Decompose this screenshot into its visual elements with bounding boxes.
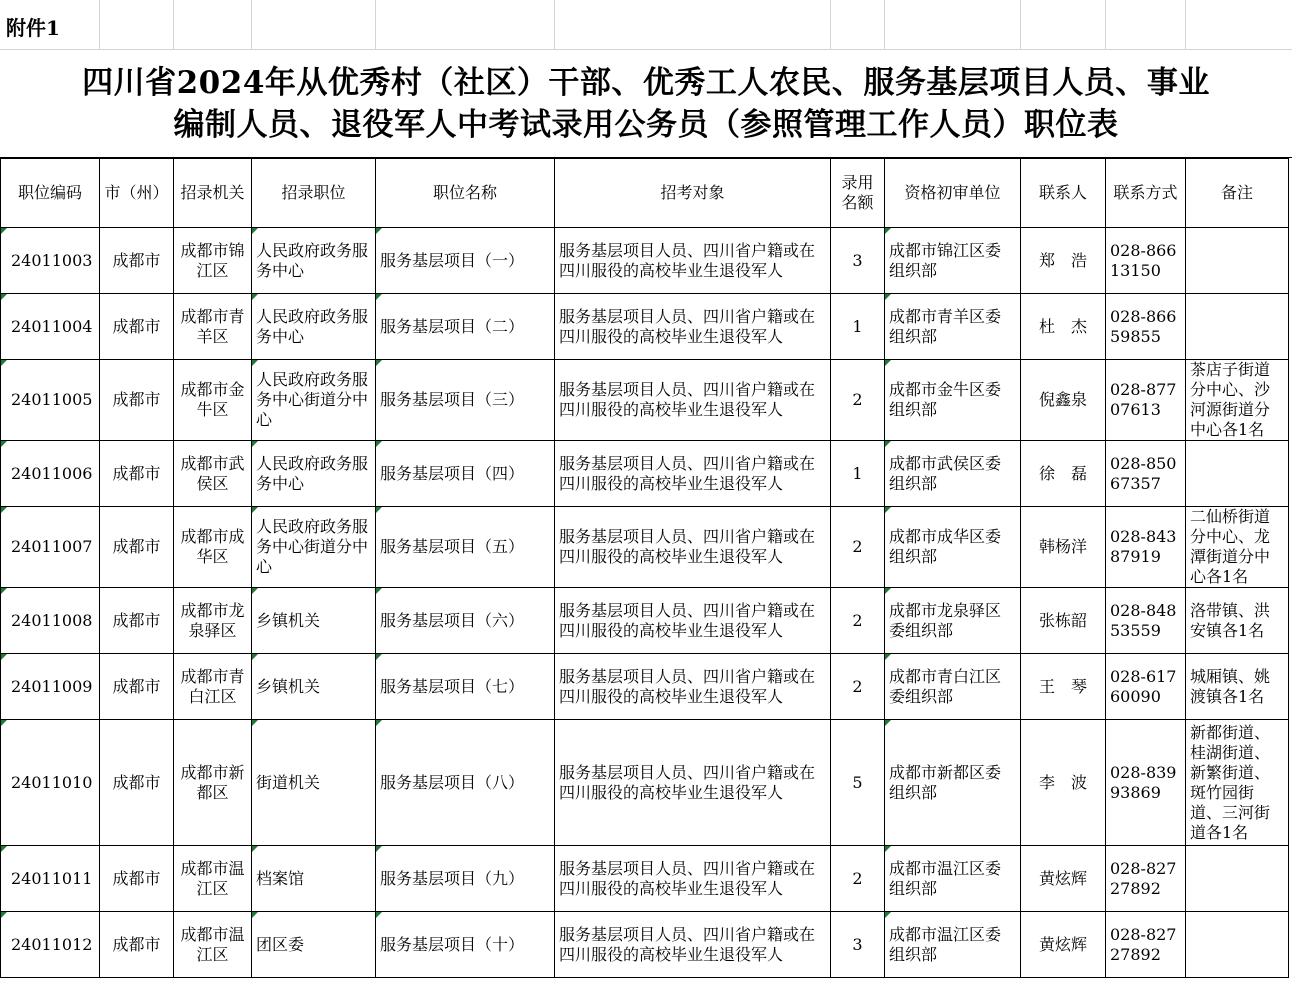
cell-note-text: 茶店子街道分中心、沙河源街道分中心各1名 — [1190, 360, 1271, 439]
cell-phone[interactable] — [1106, 720, 1186, 846]
cell-city[interactable] — [100, 654, 174, 720]
cell-contact-text: 张栋韶 — [1038, 610, 1087, 630]
header-row — [1, 159, 1289, 228]
cell-position-name[interactable] — [376, 720, 555, 846]
cell-target-text: 服务基层项目人员、四川省户籍或在四川服役的高校毕业生退役军人 — [559, 240, 816, 280]
cell-city-text: 成都市 — [112, 390, 161, 409]
cell-quota-text: 1 — [852, 463, 863, 483]
cell-contact[interactable] — [1021, 228, 1106, 294]
cell-position-text: 人民政府政务服务中心街道分中心 — [256, 517, 369, 576]
cell-contact[interactable] — [1021, 507, 1106, 588]
cell-city-text: 成都市 — [112, 537, 161, 556]
cell-phone[interactable] — [1106, 441, 1186, 507]
cell-position[interactable] — [252, 507, 376, 588]
cell-target[interactable] — [555, 228, 831, 294]
header-cell: 招录机关 — [174, 159, 252, 228]
cell-city-text: 成都市 — [112, 610, 161, 630]
cell-position-name-text: 服务基层项目（四） — [380, 463, 525, 483]
cell-position-text: 团区委 — [256, 934, 305, 954]
cell-target[interactable] — [555, 846, 831, 912]
cell-agency[interactable] — [174, 360, 252, 441]
cell-code-text: 24011003 — [11, 250, 93, 270]
cell-phone-text: 028-85067357 — [1110, 453, 1177, 493]
cell-phone-text: 028-61760090 — [1110, 666, 1177, 706]
cell-position-text: 人民政府政务服务中心 — [256, 453, 369, 493]
cell-review-unit-text: 成都市锦江区委组织部 — [889, 240, 1002, 280]
cell-marker-icon — [885, 846, 891, 852]
cell-review-unit[interactable] — [885, 441, 1021, 507]
cell-target-text: 服务基层项目人员、四川省户籍或在四川服役的高校毕业生退役军人 — [559, 600, 816, 640]
cell-quota[interactable] — [831, 720, 885, 846]
cell-marker-icon — [376, 294, 382, 300]
cell-city-text: 成都市 — [112, 772, 161, 792]
cell-note[interactable] — [1186, 441, 1289, 507]
cell-agency[interactable] — [174, 654, 252, 720]
cell-phone-text: 028-86613150 — [1110, 240, 1177, 280]
cell-quota-text: 2 — [852, 537, 863, 556]
cell-contact-text: 倪鑫泉 — [1038, 390, 1087, 409]
cell-city-text: 成都市 — [112, 250, 161, 270]
cell-phone-text: 028-84387919 — [1110, 527, 1177, 566]
cell-marker-icon — [885, 912, 891, 918]
cell-city[interactable] — [100, 441, 174, 507]
cell-target-text: 服务基层项目人员、四川省户籍或在四川服役的高校毕业生退役军人 — [559, 924, 816, 964]
cell-contact[interactable] — [1021, 912, 1106, 978]
cell-review-unit[interactable] — [885, 228, 1021, 294]
cell-position-name[interactable] — [376, 228, 555, 294]
header-cell: 联系方式 — [1106, 159, 1186, 228]
cell-position-name[interactable] — [376, 294, 555, 360]
cell-marker-icon — [885, 588, 891, 594]
cell-quota[interactable] — [831, 228, 885, 294]
cell-position-name[interactable] — [376, 912, 555, 978]
cell-position-name-text: 服务基层项目（二） — [380, 316, 525, 336]
cell-contact-text: 黄炫辉 — [1038, 868, 1087, 888]
cell-target[interactable] — [555, 507, 831, 588]
cell-target-text: 服务基层项目人员、四川省户籍或在四川服役的高校毕业生退役军人 — [559, 380, 816, 419]
header-cell: 录用名额 — [831, 159, 885, 228]
cell-marker-icon — [376, 441, 382, 447]
cell-marker-icon — [1, 588, 7, 594]
cell-position-text: 人民政府政务服务中心 — [256, 240, 369, 280]
cell-code-text: 24011007 — [11, 537, 93, 556]
cell-code-text: 24011006 — [11, 463, 93, 483]
header-cell: 职位名称 — [376, 159, 555, 228]
cell-code-text: 24011005 — [11, 390, 93, 409]
cell-note-text: 洛带镇、洪安镇各1名 — [1190, 600, 1271, 640]
cell-marker-icon — [885, 654, 891, 660]
cell-contact[interactable] — [1021, 588, 1106, 654]
cell-quota[interactable] — [831, 360, 885, 441]
header-cell: 职位编码 — [1, 159, 100, 228]
cell-quota[interactable] — [831, 507, 885, 588]
cell-note[interactable] — [1186, 654, 1289, 720]
cell-city[interactable] — [100, 228, 174, 294]
cell-position[interactable] — [252, 360, 376, 441]
cell-position-name-text: 服务基层项目（三） — [380, 390, 525, 409]
cell-quota-text: 3 — [852, 934, 863, 954]
cell-marker-icon — [885, 441, 891, 447]
cell-target-text: 服务基层项目人员、四川省户籍或在四川服役的高校毕业生退役军人 — [559, 527, 816, 566]
cell-quota-text: 2 — [852, 390, 863, 409]
cell-marker-icon — [376, 912, 382, 918]
cell-code[interactable] — [1, 720, 100, 846]
cell-contact-text: 郑 浩 — [1038, 250, 1087, 270]
cell-marker-icon — [376, 360, 382, 366]
sheet-gridlines — [0, 0, 1292, 50]
cell-phone[interactable] — [1106, 588, 1186, 654]
cell-agency[interactable] — [174, 912, 252, 978]
cell-marker-icon — [252, 228, 258, 234]
cell-quota-text: 5 — [852, 772, 863, 792]
cell-position[interactable] — [252, 912, 376, 978]
cell-position-text: 乡镇机关 — [256, 676, 321, 696]
cell-agency-text: 成都市龙泉驿区 — [180, 600, 245, 640]
cell-marker-icon — [885, 720, 891, 726]
cell-marker-icon — [252, 912, 258, 918]
cell-target[interactable] — [555, 912, 831, 978]
cell-quota[interactable] — [831, 441, 885, 507]
cell-position-text: 档案馆 — [256, 868, 305, 888]
cell-note[interactable] — [1186, 294, 1289, 360]
cell-quota[interactable] — [831, 846, 885, 912]
table-row — [1, 846, 1289, 912]
cell-position[interactable] — [252, 441, 376, 507]
cell-marker-icon — [1, 654, 7, 660]
cell-review-unit-text: 成都市新都区委组织部 — [889, 762, 1002, 802]
attachment-label: 附件1 — [6, 16, 60, 40]
cell-agency[interactable] — [174, 228, 252, 294]
cell-phone[interactable] — [1106, 228, 1186, 294]
header-cell: 市（州） — [100, 159, 174, 228]
cell-review-unit[interactable] — [885, 912, 1021, 978]
table-row — [1, 228, 1289, 294]
cell-quota-text: 2 — [852, 676, 863, 696]
cell-note[interactable] — [1186, 360, 1289, 441]
cell-quota[interactable] — [831, 294, 885, 360]
page-title — [0, 50, 1292, 158]
cell-marker-icon — [252, 441, 258, 447]
cell-target-text: 服务基层项目人员、四川省户籍或在四川服役的高校毕业生退役军人 — [559, 666, 816, 706]
cell-phone[interactable] — [1106, 294, 1186, 360]
cell-marker-icon — [376, 228, 382, 234]
cell-position-text: 人民政府政务服务中心 — [256, 306, 369, 346]
cell-review-unit-text: 成都市青白江区委组织部 — [889, 666, 1002, 706]
cell-review-unit[interactable] — [885, 846, 1021, 912]
cell-code[interactable] — [1, 228, 100, 294]
cell-code[interactable] — [1, 294, 100, 360]
cell-marker-icon — [252, 507, 258, 513]
cell-marker-icon — [1, 441, 7, 447]
cell-position[interactable] — [252, 588, 376, 654]
cell-phone-text: 028-87707613 — [1110, 380, 1177, 419]
cell-target-text: 服务基层项目人员、四川省户籍或在四川服役的高校毕业生退役军人 — [559, 306, 816, 346]
cell-marker-icon — [252, 588, 258, 594]
cell-position-name[interactable] — [376, 654, 555, 720]
cell-phone[interactable] — [1106, 654, 1186, 720]
table-row — [1, 654, 1289, 720]
title-line-2: 编制人员、退役军人中考试录用公务员（参照管理工作人员）职位表 — [173, 106, 1119, 143]
cell-target-text: 服务基层项目人员、四川省户籍或在四川服役的高校毕业生退役军人 — [559, 453, 816, 493]
cell-position[interactable] — [252, 654, 376, 720]
cell-phone[interactable] — [1106, 507, 1186, 588]
cell-contact[interactable] — [1021, 720, 1106, 846]
table-row — [1, 912, 1289, 978]
cell-marker-icon — [252, 654, 258, 660]
cell-phone[interactable] — [1106, 360, 1186, 441]
cell-contact-text: 徐 磊 — [1038, 463, 1087, 483]
cell-target[interactable] — [555, 294, 831, 360]
cell-position-name-text: 服务基层项目（六） — [380, 610, 525, 630]
title-line-1: 四川省2024年从优秀村（社区）干部、优秀工人农民、服务基层项目人员、事业 — [82, 64, 1210, 101]
cell-code-text: 24011012 — [11, 934, 93, 954]
cell-marker-icon — [885, 294, 891, 300]
cell-note[interactable] — [1186, 720, 1289, 846]
cell-marker-icon — [1, 507, 7, 513]
cell-contact[interactable] — [1021, 441, 1106, 507]
cell-review-unit[interactable] — [885, 507, 1021, 588]
cell-agency-text: 成都市温江区 — [180, 924, 245, 964]
cell-code[interactable] — [1, 441, 100, 507]
cell-city[interactable] — [100, 360, 174, 441]
cell-position-name-text: 服务基层项目（十） — [380, 934, 525, 954]
cell-review-unit[interactable] — [885, 294, 1021, 360]
cell-position-name[interactable] — [376, 846, 555, 912]
cell-position-text: 乡镇机关 — [256, 610, 321, 630]
cell-note-text: 新都街道、桂湖街道、新繁街道、斑竹园街道、三河街道各1名 — [1190, 722, 1271, 842]
cell-code[interactable] — [1, 846, 100, 912]
cell-code-text: 24011004 — [11, 316, 93, 336]
cell-agency-text: 成都市武侯区 — [180, 453, 245, 493]
cell-position-name-text: 服务基层项目（七） — [380, 676, 525, 696]
cell-review-unit-text: 成都市温江区委组织部 — [889, 858, 1002, 898]
cell-city-text: 成都市 — [112, 676, 161, 696]
cell-review-unit-text: 成都市成华区委组织部 — [889, 527, 1002, 566]
header-cell: 备注 — [1186, 159, 1289, 228]
cell-marker-icon — [252, 720, 258, 726]
table-row — [1, 507, 1289, 588]
cell-city[interactable] — [100, 507, 174, 588]
cell-target[interactable] — [555, 720, 831, 846]
cell-phone[interactable] — [1106, 846, 1186, 912]
cell-marker-icon — [1, 720, 7, 726]
cell-code-text: 24011011 — [11, 868, 93, 888]
cell-review-unit-text: 成都市武侯区委组织部 — [889, 453, 1002, 493]
cell-agency[interactable] — [174, 720, 252, 846]
cell-position[interactable] — [252, 228, 376, 294]
cell-marker-icon — [885, 360, 891, 366]
cell-code[interactable] — [1, 654, 100, 720]
cell-position-name[interactable] — [376, 588, 555, 654]
cell-position-name-text: 服务基层项目（五） — [380, 537, 525, 556]
cell-marker-icon — [252, 360, 258, 366]
cell-review-unit[interactable] — [885, 720, 1021, 846]
cell-contact-text: 韩杨洋 — [1038, 537, 1087, 556]
cell-note[interactable] — [1186, 846, 1289, 912]
cell-code-text: 24011009 — [11, 676, 93, 696]
cell-contact-text: 黄炫辉 — [1038, 934, 1087, 954]
cell-position-name[interactable] — [376, 507, 555, 588]
cell-review-unit-text: 成都市温江区委组织部 — [889, 924, 1002, 964]
cell-review-unit[interactable] — [885, 360, 1021, 441]
cell-phone-text: 028-83993869 — [1110, 762, 1177, 802]
header-cell: 资格初审单位 — [885, 159, 1021, 228]
cell-position-name-text: 服务基层项目（九） — [380, 868, 525, 888]
cell-target[interactable] — [555, 441, 831, 507]
position-table — [0, 158, 1289, 978]
cell-city-text: 成都市 — [112, 463, 161, 483]
cell-marker-icon — [376, 846, 382, 852]
cell-code[interactable] — [1, 507, 100, 588]
cell-city-text: 成都市 — [112, 316, 161, 336]
cell-contact-text: 王 琴 — [1038, 676, 1087, 696]
cell-position[interactable] — [252, 720, 376, 846]
cell-target[interactable] — [555, 360, 831, 441]
cell-note[interactable] — [1186, 228, 1289, 294]
cell-quota-text: 2 — [852, 610, 863, 630]
cell-position-text: 街道机关 — [256, 772, 321, 792]
cell-agency[interactable] — [174, 294, 252, 360]
cell-target-text: 服务基层项目人员、四川省户籍或在四川服役的高校毕业生退役军人 — [559, 762, 816, 802]
table-row — [1, 588, 1289, 654]
cell-position[interactable] — [252, 846, 376, 912]
cell-agency-text: 成都市金牛区 — [180, 380, 245, 419]
cell-city[interactable] — [100, 912, 174, 978]
cell-marker-icon — [1, 360, 7, 366]
cell-agency[interactable] — [174, 441, 252, 507]
cell-agency[interactable] — [174, 507, 252, 588]
cell-marker-icon — [376, 588, 382, 594]
cell-marker-icon — [885, 228, 891, 234]
cell-position-name-text: 服务基层项目（一） — [380, 250, 525, 270]
cell-city[interactable] — [100, 588, 174, 654]
cell-position-name[interactable] — [376, 360, 555, 441]
cell-agency-text: 成都市青羊区 — [180, 306, 245, 346]
cell-note-text: 二仙桥街道分中心、龙潭街道分中心各1名 — [1190, 507, 1271, 586]
table-row — [1, 441, 1289, 507]
cell-phone-text: 028-82727892 — [1110, 924, 1177, 964]
cell-review-unit-text: 成都市金牛区委组织部 — [889, 380, 1002, 419]
cell-note[interactable] — [1186, 507, 1289, 588]
cell-phone-text: 028-84853559 — [1110, 600, 1177, 640]
cell-code[interactable] — [1, 360, 100, 441]
cell-code[interactable] — [1, 588, 100, 654]
table-row — [1, 720, 1289, 846]
cell-contact-text: 杜 杰 — [1038, 316, 1087, 336]
cell-code-text: 24011010 — [11, 772, 93, 792]
cell-agency-text: 成都市成华区 — [180, 527, 245, 566]
cell-review-unit-text: 成都市龙泉驿区委组织部 — [889, 600, 1002, 640]
cell-phone-text: 028-86659855 — [1110, 306, 1177, 346]
cell-quota[interactable] — [831, 588, 885, 654]
cell-agency-text: 成都市温江区 — [180, 858, 245, 898]
cell-review-unit[interactable] — [885, 588, 1021, 654]
cell-agency-text: 成都市青白江区 — [180, 666, 245, 706]
cell-agency-text: 成都市锦江区 — [180, 240, 245, 280]
cell-quota-text: 1 — [852, 316, 863, 336]
cell-target[interactable] — [555, 588, 831, 654]
table-row — [1, 294, 1289, 360]
cell-marker-icon — [1, 228, 7, 234]
cell-marker-icon — [1, 912, 7, 918]
cell-city[interactable] — [100, 846, 174, 912]
cell-contact[interactable] — [1021, 654, 1106, 720]
cell-agency[interactable] — [174, 846, 252, 912]
header-cell: 联系人 — [1021, 159, 1106, 228]
cell-city-text: 成都市 — [112, 934, 161, 954]
cell-agency[interactable] — [174, 588, 252, 654]
cell-marker-icon — [252, 846, 258, 852]
cell-phone[interactable] — [1106, 912, 1186, 978]
cell-quota-text: 2 — [852, 868, 863, 888]
cell-note-text: 城厢镇、姚渡镇各1名 — [1190, 666, 1271, 706]
cell-position-text: 人民政府政务服务中心街道分中心 — [256, 370, 369, 429]
cell-contact[interactable] — [1021, 360, 1106, 441]
cell-position-name-text: 服务基层项目（八） — [380, 772, 525, 792]
cell-review-unit[interactable] — [885, 654, 1021, 720]
header-cell: 招录职位 — [252, 159, 376, 228]
cell-marker-icon — [376, 720, 382, 726]
cell-agency-text: 成都市新都区 — [180, 762, 245, 802]
cell-marker-icon — [885, 507, 891, 513]
header-cell: 招考对象 — [555, 159, 831, 228]
cell-contact[interactable] — [1021, 294, 1106, 360]
cell-marker-icon — [252, 294, 258, 300]
cell-marker-icon — [376, 507, 382, 513]
cell-code-text: 24011008 — [11, 610, 93, 630]
cell-marker-icon — [376, 654, 382, 660]
cell-marker-icon — [1, 846, 7, 852]
cell-marker-icon — [1, 294, 7, 300]
cell-quota[interactable] — [831, 912, 885, 978]
cell-target-text: 服务基层项目人员、四川省户籍或在四川服役的高校毕业生退役军人 — [559, 858, 816, 898]
cell-city-text: 成都市 — [112, 868, 161, 888]
cell-quota[interactable] — [831, 654, 885, 720]
cell-target[interactable] — [555, 654, 831, 720]
cell-position[interactable] — [252, 294, 376, 360]
cell-review-unit-text: 成都市青羊区委组织部 — [889, 306, 1002, 346]
cell-phone-text: 028-82727892 — [1110, 858, 1177, 898]
cell-city[interactable] — [100, 294, 174, 360]
cell-note[interactable] — [1186, 912, 1289, 978]
cell-city[interactable] — [100, 720, 174, 846]
table-row — [1, 360, 1289, 441]
cell-contact-text: 李 波 — [1038, 772, 1087, 792]
cell-quota-text: 3 — [852, 250, 863, 270]
cell-position-name[interactable] — [376, 441, 555, 507]
cell-code[interactable] — [1, 912, 100, 978]
cell-note[interactable] — [1186, 588, 1289, 654]
cell-contact[interactable] — [1021, 846, 1106, 912]
